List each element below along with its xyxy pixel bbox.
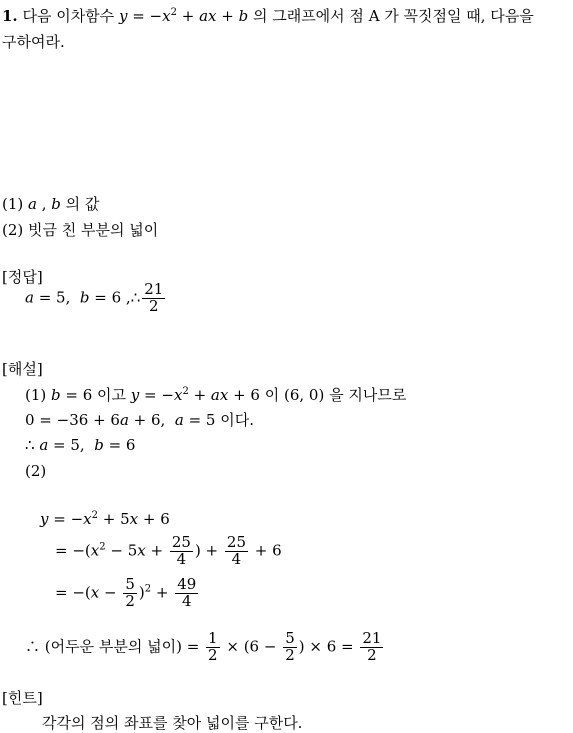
hint-heading: [힌트] (2, 689, 43, 707)
answer-heading: [정답] (2, 268, 43, 286)
equation-line-3: = −(x − $\frac{5}{2}$ )$^2$ + $\frac{49}{4}$ (55, 575, 197, 610)
hint-text: 각각의 점의 좌표를 찾아 넓이를 구한다. (42, 714, 303, 732)
equation-line-2: = $-(x^2 - 5x$ + $\frac{25}{4}$ ) + $\frac{25}{4}$ + 6 (55, 533, 282, 568)
question-number: 1. (2, 7, 18, 25)
equation-line-1: $y = -x^2 + 5x + 6$ (40, 510, 170, 528)
question-line-1 (2, 5, 534, 26)
question-text-1: 다음 이차함수 $y = -x^2$ + ax + b 의 그래프에서 점 A 가 꼭짓점일 때, 다음을 (22, 7, 534, 25)
solution-step-3: ∴ a = 5, b = 6 (25, 436, 136, 454)
answer-fraction: $\frac{21}{2}$ (144, 280, 164, 315)
area-line: ∴ (어두운 부분의 넓이) = $\frac{1}{2}$ × (6 − $\frac{5}{2}$ ) × 6 = $\frac{21}{2}$ (25, 629, 382, 664)
solution-step-2: 0 = −36 + 6a + 6, a = 5 이다. (25, 411, 254, 429)
sub-question-1: (1) a , b 의 값 (2, 195, 100, 213)
solution-step-1: (1) b = 6 이고 $y = -x^2$ + ax + 6 이 (6, 0) 을 지나므로 (25, 386, 407, 404)
sub-question-2: (2) 빗금 친 부분의 넓이 (2, 221, 159, 239)
solution-step-4: (2) (25, 462, 47, 480)
question-text-2: 구하여라. (2, 33, 65, 51)
solution-heading: [해설] (2, 360, 43, 378)
answer-line: a = 5, b = 6 ,∴ $\frac{21}{2}$ (25, 280, 164, 315)
